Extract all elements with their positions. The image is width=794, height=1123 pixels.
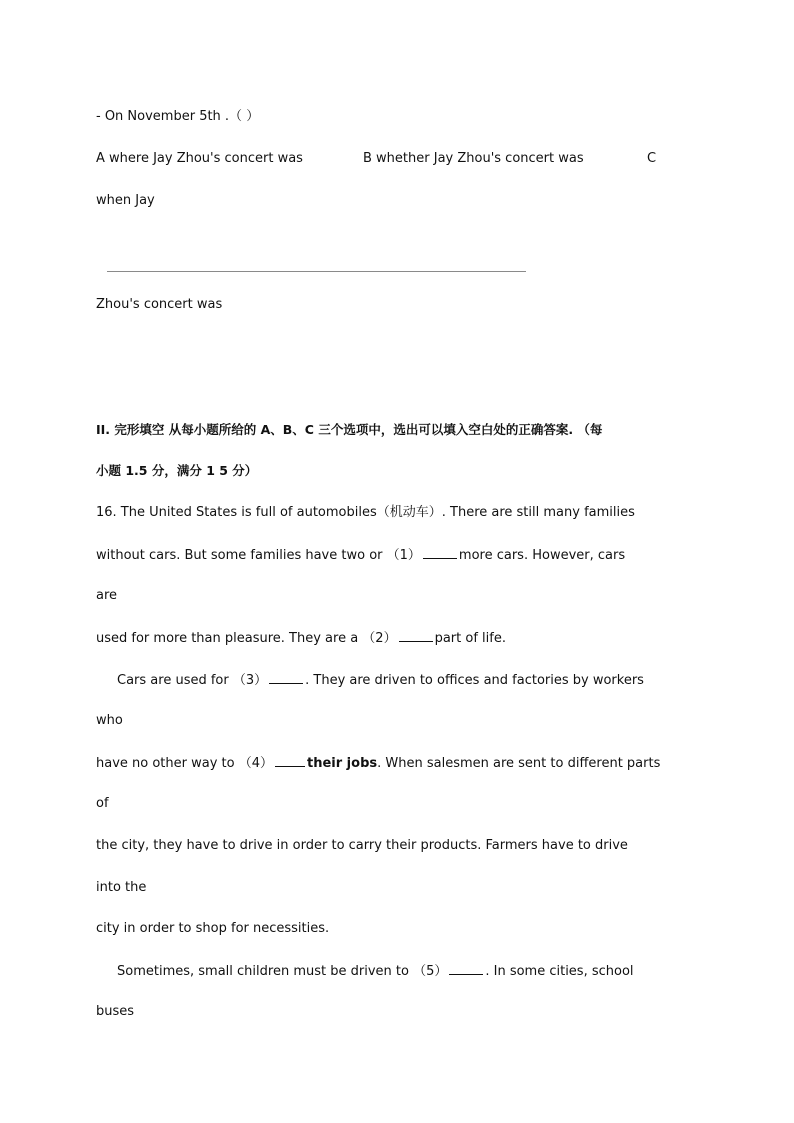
passage-line-11: city in order to shop for necessities.: [96, 921, 330, 936]
passage-line-7-a: have no other way to （4）: [96, 756, 273, 771]
blank-5: [449, 962, 483, 975]
blank-1: [423, 546, 457, 559]
passage-line-7-c: . When salesmen are sent to different parts: [377, 756, 661, 771]
passage-line-7: [96, 754, 660, 773]
passage-line-8: of: [96, 796, 109, 811]
blank-2: [399, 629, 433, 642]
passage-line-2-a: without cars. But some families have two or （1）: [96, 548, 421, 563]
passage-line-2: [96, 546, 625, 565]
answer-line: - On November 5th .（ ）: [96, 109, 260, 124]
passage-line-3: are: [96, 588, 118, 603]
passage-line-2-b: more cars. However, cars: [458, 548, 626, 563]
passage-line-1: 16. The United States is full of automobiles（机动车）. There are still many families: [96, 505, 635, 520]
passage-line-5-b: . They are driven to offices and factories by workers: [305, 673, 644, 688]
passage-line-9: the city, they have to drive in order to carry their products. Farmers have to drive: [96, 838, 628, 853]
passage-line-12-b: . In some cities, school: [485, 964, 634, 979]
passage-line-12: [117, 962, 634, 981]
option-c-cont-1: when Jay: [96, 193, 155, 208]
passage-line-7-b: their jobs: [307, 756, 378, 771]
passage-line-4: [96, 629, 506, 648]
passage-line-10: into the: [96, 880, 147, 895]
passage-line-13: buses: [96, 1004, 135, 1019]
section-heading-line-1: II. 完形填空 从每小题所给的 A、B、C 三个选项中，选出可以填入空白处的正确答案. （每: [96, 422, 603, 437]
blank-3: [269, 671, 303, 684]
option-c-cont-2: Zhou's concert was: [96, 297, 223, 312]
option-c: C: [647, 151, 657, 166]
horizontal-rule: [107, 271, 526, 272]
passage-line-4-b: part of life.: [434, 631, 506, 646]
passage-line-6: who: [96, 713, 123, 728]
section-heading-line-2: 小题 1.5 分，满分 1 5 分）: [96, 463, 258, 478]
blank-4: [275, 754, 305, 767]
passage-line-4-a: used for more than pleasure. They are a （2）: [96, 631, 397, 646]
passage-line-5: [117, 671, 644, 690]
option-a: A where Jay Zhou's concert was: [96, 151, 303, 166]
passage-line-5-a: Cars are used for （3）: [117, 673, 268, 688]
option-b: B whether Jay Zhou's concert was: [363, 151, 584, 166]
passage-line-12-a: Sometimes, small children must be driven to （5）: [117, 964, 448, 979]
